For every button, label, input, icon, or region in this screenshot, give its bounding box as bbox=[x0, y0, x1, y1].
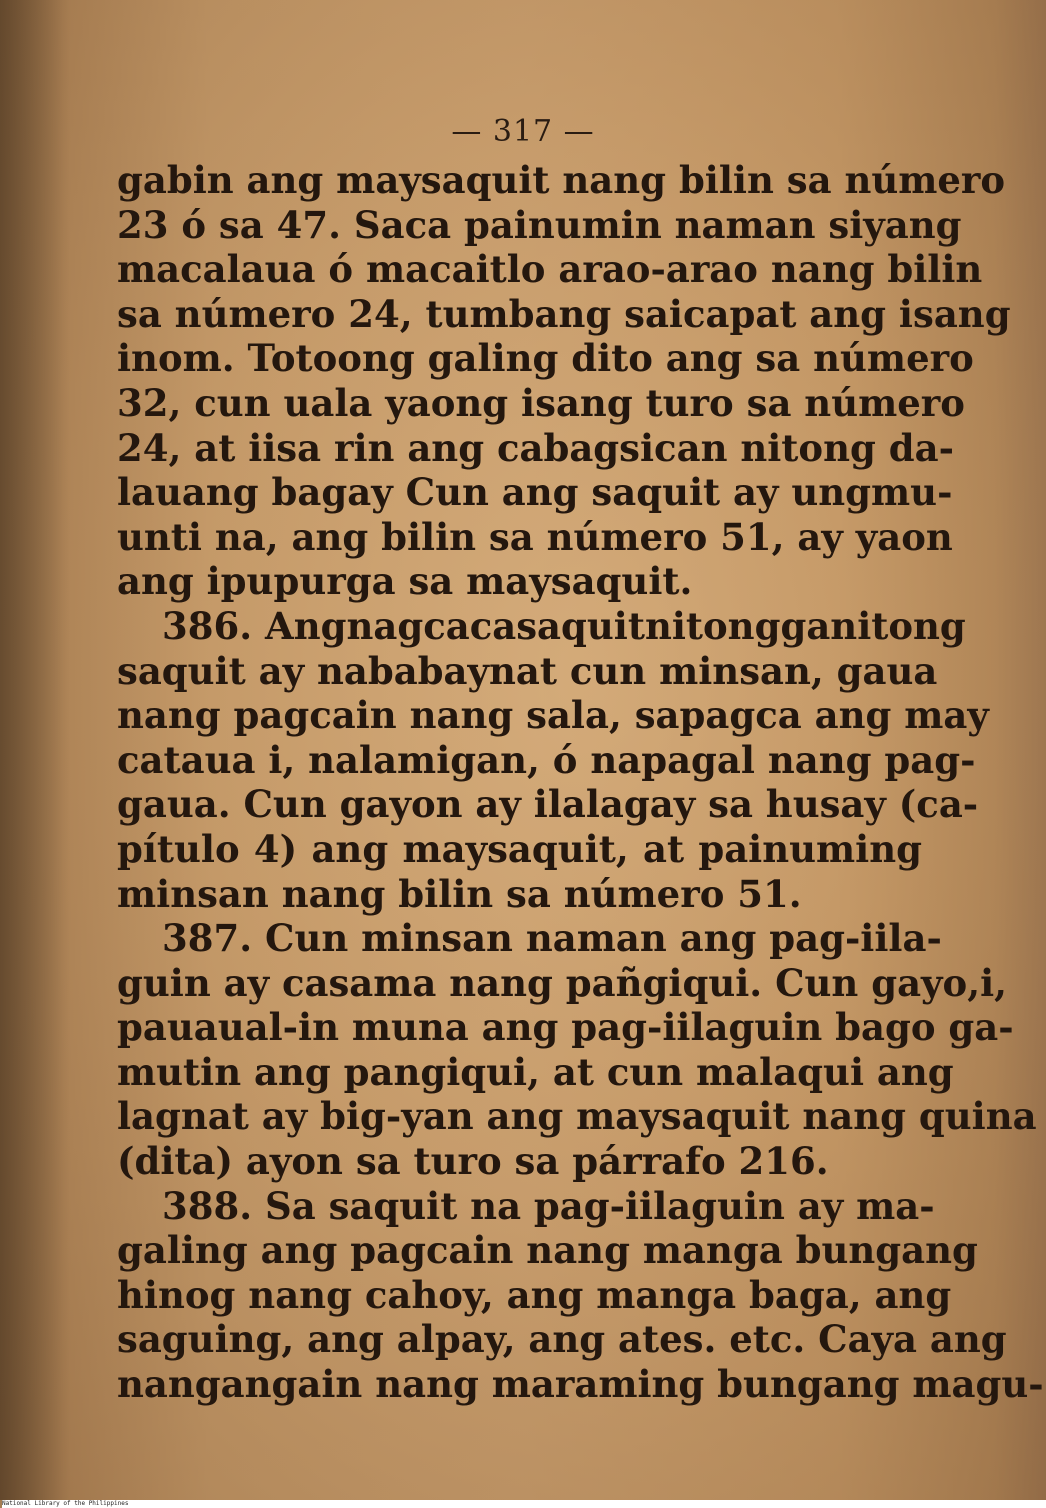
text-line: pauaual-in muna ang pag-iilaguin bago ga- bbox=[117, 1005, 1014, 1050]
text-line: mutin ang pangiqui, at cun malaqui ang bbox=[117, 1049, 954, 1094]
text-line: macalaua ó macaitlo arao-arao nang bilin bbox=[117, 247, 983, 292]
text-line: hinog nang cahoy, ang manga baga, ang bbox=[117, 1272, 952, 1317]
text-line: 32, cun uala yaong isang turo sa número bbox=[117, 380, 965, 425]
text-line: 24, at iisa rin ang cabagsican nitong da- bbox=[117, 425, 954, 470]
text-line: gabin ang maysaquit nang bilin sa número bbox=[117, 158, 1006, 202]
text-line: cataua i, nalamigan, ó napagal nang pag- bbox=[117, 737, 976, 782]
text-line: 386. Angnagcacasaquitnitongganitong bbox=[162, 603, 966, 648]
text-line: nangangain nang maraming bungang magu- bbox=[117, 1362, 1044, 1407]
text-line: sa número 24, tumbang saicapat ang isang bbox=[117, 291, 1011, 336]
text-line: unti na, ang bilin sa número 51, ay yaon bbox=[117, 514, 953, 559]
page-number: — 317 — bbox=[451, 114, 595, 149]
text-line: 387. Cun minsan naman ang pag-iila- bbox=[162, 916, 942, 961]
text-line: saquit ay nababaynat cun minsan, gaua bbox=[117, 648, 938, 693]
text-line: saguing, ang alpay, ang ates. etc. Caya ang bbox=[117, 1317, 1007, 1362]
text-line: (dita) ayon sa turo sa párrafo 216. bbox=[117, 1139, 829, 1184]
text-line: ang ipupurga sa maysaquit. bbox=[117, 559, 693, 604]
body-text bbox=[117, 158, 1044, 1407]
text-line: gaua. Cun gayon ay ilalagay sa husay (ca- bbox=[117, 782, 979, 827]
text-line: pítulo 4) ang maysaquit, at painuming bbox=[117, 826, 922, 871]
text-line: nang pagcain nang sala, sapagca ang may bbox=[117, 693, 989, 738]
text-line: 23 ó sa 47. Saca painumin naman siyang bbox=[117, 202, 962, 247]
text-line: lagnat ay big-yan ang maysaquit nang quina bbox=[117, 1094, 1037, 1139]
library-credit: National Library of the Philippines bbox=[2, 1500, 1046, 1508]
text-line: 388. Sa saquit na pag-iilaguin ay ma- bbox=[162, 1183, 935, 1228]
text-line: inom. Totoong galing dito ang sa número bbox=[117, 336, 974, 381]
text-line: guin ay casama nang pañgiqui. Cun gayo,i, bbox=[117, 960, 1008, 1005]
text-line: minsan nang bilin sa número 51. bbox=[117, 871, 802, 916]
text-line: galing ang pagcain nang manga bungang bbox=[117, 1228, 978, 1273]
text-line: lauang bagay Cun ang saquit ay ungmu- bbox=[117, 470, 953, 515]
